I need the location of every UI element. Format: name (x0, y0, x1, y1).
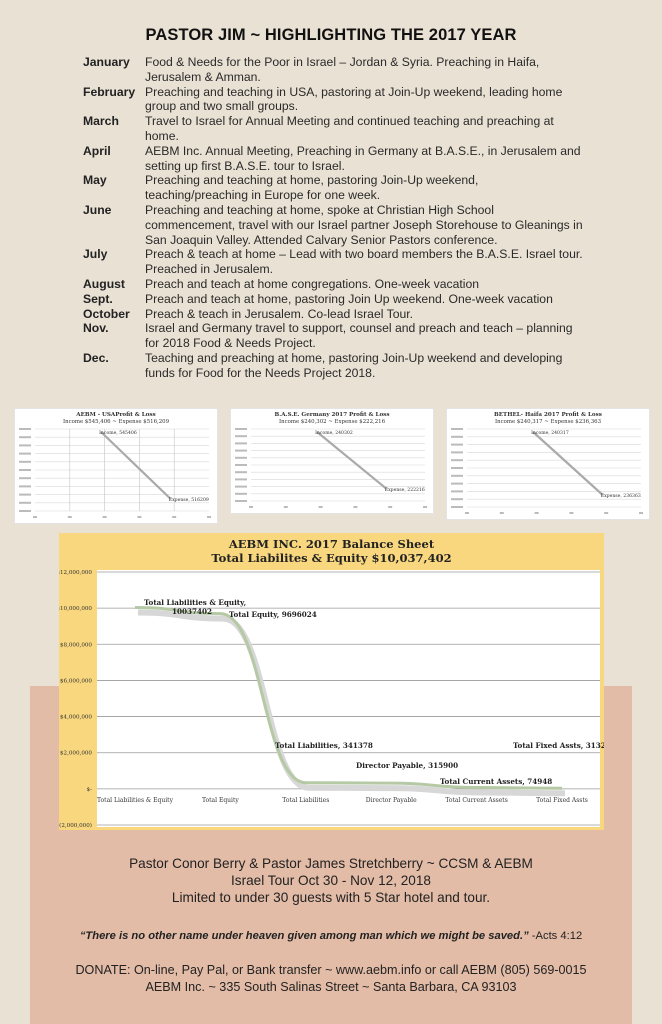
timeline-month: Nov. (83, 321, 109, 336)
mini-x-tick (604, 512, 608, 514)
data-label: Total Liabilities, 341378 (275, 741, 373, 750)
mini-tick-label (235, 450, 247, 452)
mini-data-label: Income, 240317 (531, 431, 569, 436)
tour-announcement (0, 855, 662, 906)
donate-info (0, 962, 662, 995)
mini-x-tick (569, 512, 573, 514)
timeline-description: Travel to Israel for Annual Meeting and continued teaching and preaching at home. (145, 114, 554, 143)
mini-x-tick (423, 506, 427, 508)
mini-data-label: Expense, 516209 (168, 498, 209, 503)
y-tick-label: $8,000,000 (59, 642, 92, 649)
timeline-description: Israel and Germany travel to support, counsel and preach and teach – planning for 2018 Food & Needs Project. (145, 321, 573, 351)
mini-tick-label (235, 486, 247, 488)
mini-chart-subtitle: Income $545,406 ~ Expense $516,209 (62, 419, 170, 425)
mini-tick-label (451, 475, 463, 477)
chart-germany-profit-loss (230, 408, 434, 514)
timeline-row (83, 351, 583, 381)
timeline-description: Preaching and teaching at home, pastoring Join-Up weekend, teaching/preaching in Europe for one week. (145, 173, 479, 203)
mini-tick-label (19, 453, 31, 455)
mini-tick-label (19, 477, 31, 479)
timeline-row (83, 307, 583, 322)
mini-x-tick (103, 516, 107, 518)
mini-tick-label (451, 444, 463, 446)
mini-data-label: Expense, 236363 (600, 494, 641, 499)
x-tick-label: Total Liabilities & Equity (97, 797, 173, 804)
y-tick-label: $4,000,000 (59, 714, 92, 721)
mini-x-tick (639, 512, 643, 514)
mini-x-tick (284, 506, 288, 508)
mini-x-tick (319, 506, 323, 508)
mini-tick-label (235, 500, 247, 502)
chart-subtitle: Total Liabilites & Equity $10,037,402 (211, 551, 452, 565)
timeline-month: March (83, 114, 119, 129)
mini-tick-label (19, 461, 31, 463)
mini-tick-label (235, 493, 247, 495)
mini-tick-label (235, 464, 247, 466)
mini-x-tick (68, 516, 72, 518)
data-label: Total Equity, 9696024 (229, 610, 317, 619)
x-tick-label: Director Payable (365, 797, 417, 804)
mini-x-tick (500, 512, 504, 514)
mini-data-label: Expense, 222216 (384, 488, 425, 493)
timeline-description: Preaching and teaching at home, spoke at Christian High School commencement, travel with our Israel partner Joseph Storehouse to Gleanings in San Joaquin Valley. Attended Calvary Senior Pastors conference. (145, 202, 583, 247)
data-label: Director Payable, 315900 (356, 761, 459, 770)
chart-usa-profit-loss (14, 408, 218, 524)
mini-chart-title: B.A.S.E. Germany 2017 Profit & Loss (274, 412, 390, 418)
mini-chart-subtitle: Income $240,317 ~ Expense $236,363 (494, 419, 602, 425)
timeline-row (83, 173, 583, 203)
timeline-row (83, 55, 583, 85)
timeline-month: June (83, 202, 112, 217)
timeline-row (83, 277, 583, 292)
timeline-month: October (83, 306, 130, 321)
mini-x-tick (353, 506, 357, 508)
mini-tick-label (451, 459, 463, 461)
timeline-row (83, 203, 583, 247)
mini-x-tick (137, 516, 141, 518)
mini-x-tick (33, 516, 37, 518)
data-label: 10037402 (172, 607, 213, 616)
timeline-description: Preach & teach at home – Lead with two board members the B.A.S.E. Israel tour. Preached in Jerusalem. (145, 247, 583, 277)
mini-data-label: Income, 545406 (99, 431, 137, 436)
mini-tick-label (235, 442, 247, 444)
mini-tick-label (19, 436, 31, 438)
quote-reference: -Acts 4:12 (528, 930, 583, 942)
chart-haifa-profit-loss (446, 408, 650, 520)
mini-x-tick (207, 516, 211, 518)
y-tick-label: $10,000,000 (59, 606, 92, 613)
timeline-row (83, 85, 583, 115)
mini-data-label: Income, 240302 (315, 431, 353, 436)
tour-dates: Israel Tour Oct 30 - Nov 12, 2018 (231, 873, 431, 888)
timeline-description: Preach & teach in Jerusalem. Co-lead Israel Tour. (145, 306, 414, 321)
balance-sheet-chart (59, 533, 604, 830)
donate-address: AEBM Inc. ~ 335 South Salinas Street ~ Santa Barbara, CA 93103 (145, 979, 517, 994)
mini-x-tick (388, 506, 392, 508)
mini-chart-title: AEBM - USAProfit & Loss (76, 412, 156, 418)
mini-tick-label (19, 485, 31, 487)
timeline-row (83, 292, 583, 307)
y-tick-label: $(2,000,000) (59, 823, 92, 829)
tour-limit: Limited to under 30 guests with 5 Star hotel and tour. (171, 890, 491, 905)
mini-tick-label (451, 483, 463, 485)
mini-tick-label (451, 436, 463, 438)
mini-tick-label (19, 510, 31, 512)
quote-text: “There is no other name under heaven given among man which we might be saved.” (79, 930, 529, 942)
mini-tick-label (235, 435, 247, 437)
timeline-row (83, 247, 583, 277)
mini-tick-label (451, 490, 463, 492)
y-tick-label: $12,000,000 (59, 570, 92, 576)
mini-tick-label (235, 471, 247, 473)
timeline-description: Teaching and preaching at home, pastoring Join-Up weekend and developing funds for Food for the Needs Project 2018. (145, 350, 563, 380)
x-tick-label: Total Liabilities (282, 797, 330, 804)
donate-methods: DONATE: On-line, Pay Pal, or Bank transfer ~ www.aebm.info or call AEBM (805) 569-0015 (75, 963, 587, 977)
timeline-month: Sept. (83, 291, 113, 306)
mini-tick-label (451, 506, 463, 508)
timeline-month: Dec. (83, 350, 109, 365)
mini-tick-label (19, 428, 31, 430)
data-label: Total Fixed Assts, 31329 (513, 741, 604, 750)
mini-x-tick (465, 512, 469, 514)
x-tick-label: Total Fixed Assts (536, 797, 588, 804)
mini-x-tick (172, 516, 176, 518)
x-tick-label: Total Current Assets (445, 797, 508, 804)
timeline-month: July (83, 247, 108, 262)
mini-x-tick (535, 512, 539, 514)
timeline-month: February (83, 84, 136, 99)
mini-series-line (533, 432, 603, 495)
chart-title: AEBM INC. 2017 Balance Sheet (228, 537, 435, 551)
timeline-description: Preach and teach at home congregations. One-week vacation (145, 276, 480, 291)
timeline-row (83, 321, 583, 351)
timeline-month: May (83, 173, 107, 188)
data-label: Total Liabilities & Equity, (144, 598, 247, 607)
timeline-month: August (83, 276, 125, 291)
y-tick-label: $- (86, 786, 92, 793)
mini-tick-label (19, 494, 31, 496)
timeline (83, 55, 583, 381)
timeline-description: AEBM Inc. Annual Meeting, Preaching in Germany at B.A.S.E., in Jerusalem and setting up first B.A.S.E. tour to Israel. (145, 143, 581, 173)
mini-series-line (317, 432, 387, 489)
tour-pastors: Pastor Conor Berry & Pastor James Stretchberry ~ CCSM & AEBM (129, 856, 533, 871)
timeline-month: January (83, 55, 130, 69)
timeline-row (83, 114, 583, 144)
timeline-description: Preach and teach at home, pastoring Join Up weekend. One-week vacation (145, 291, 553, 306)
y-tick-label: $2,000,000 (59, 750, 92, 757)
mini-tick-label (19, 502, 31, 504)
x-tick-label: Total Equity (202, 797, 239, 804)
timeline-month: April (83, 143, 111, 158)
y-tick-label: $6,000,000 (59, 678, 92, 685)
mini-tick-label (235, 428, 247, 430)
mini-series-line (101, 432, 171, 499)
mini-tick-label (19, 444, 31, 446)
mini-tick-label (19, 469, 31, 471)
mini-tick-label (451, 498, 463, 500)
mini-tick-label (235, 457, 247, 459)
data-label: Total Current Assets, 74948 (440, 777, 553, 786)
timeline-description: Preaching and teaching in USA, pastoring at Join-Up weekend, leading home group and two small groups. (145, 84, 563, 114)
timeline-row (83, 144, 583, 174)
page-title: PASTOR JIM ~ HIGHLIGHTING THE 2017 YEAR (145, 26, 517, 44)
mini-tick-label (451, 451, 463, 453)
mini-tick-label (235, 478, 247, 480)
mini-tick-label (451, 428, 463, 430)
scripture-quote (0, 930, 662, 942)
mini-x-tick (249, 506, 253, 508)
timeline-description: Food & Needs for the Poor in Israel – Jordan & Syria. Preaching in Haifa, Jerusalem & Amman. (145, 55, 540, 84)
mini-tick-label (451, 467, 463, 469)
mini-chart-subtitle: Income $240,302 ~ Expense $222,216 (278, 419, 386, 425)
mini-chart-title: BETHEL- Haifa 2017 Profit & Loss (494, 412, 602, 418)
